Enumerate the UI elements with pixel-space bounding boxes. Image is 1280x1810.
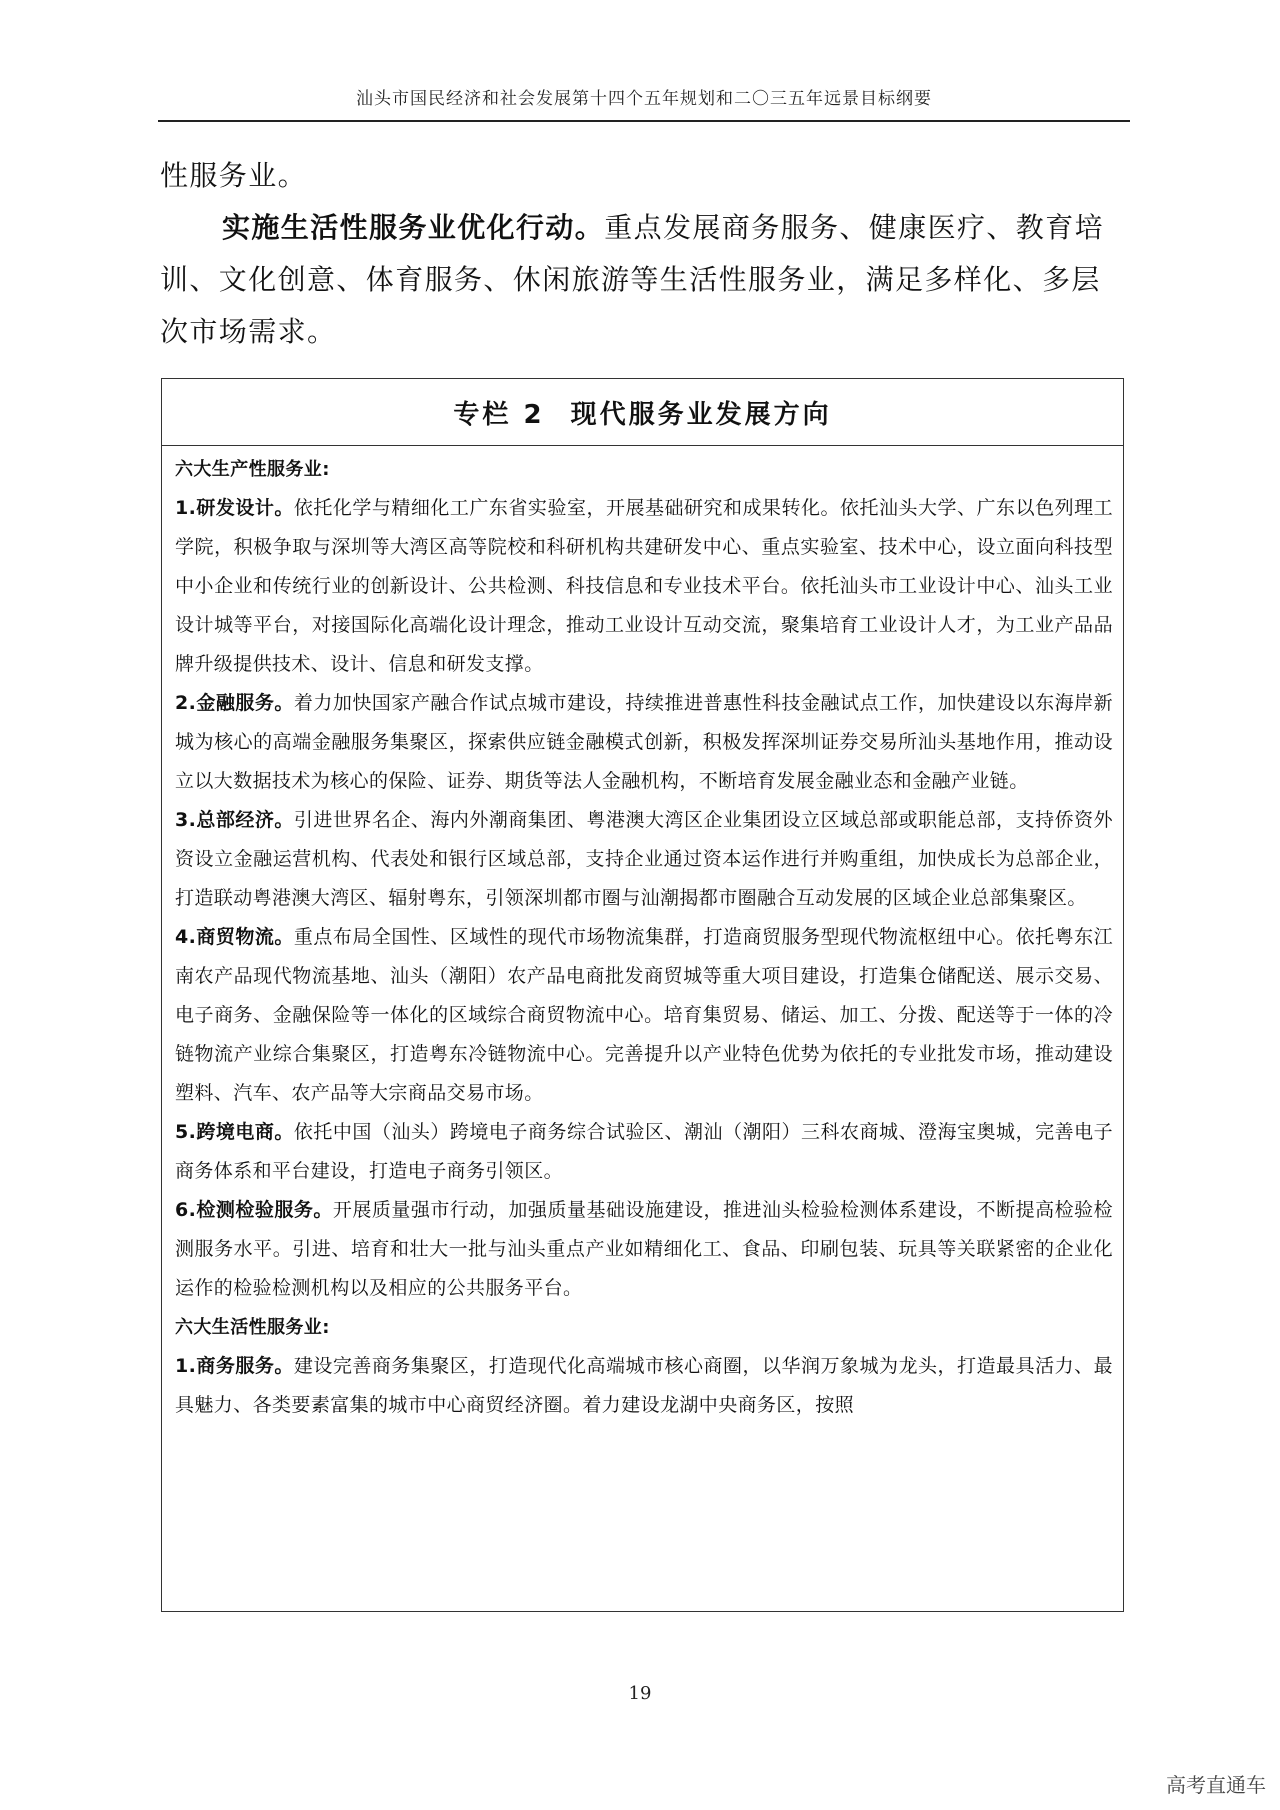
lifestyle-item-1 xyxy=(175,1347,1113,1425)
intro-text xyxy=(160,150,1130,358)
page-number: 19 xyxy=(628,1683,652,1704)
productive-item-3 xyxy=(175,801,1113,918)
intro-paragraph-2 xyxy=(160,202,1130,358)
item-text: 依托中国（汕头）跨境电子商务综合试验区、潮汕（潮阳）三科农商城、澄海宝奥城，完善电子商务体系和平台建设，打造电子商务引领区。 xyxy=(175,1121,1113,1182)
item-lead: 6.检测检验服务。 xyxy=(175,1199,333,1221)
document-header: 汕头市国民经济和社会发展第十四个五年规划和二〇三五年远景目标纲要 xyxy=(356,89,932,109)
productive-item-2 xyxy=(175,684,1113,801)
item-lead: 3.总部经济。 xyxy=(175,809,294,831)
watermark: 高考直通车 xyxy=(1166,1773,1266,1797)
section-heading-productive: 六大生产性服务业: xyxy=(175,459,330,480)
intro-paragraph-1: 性服务业。 xyxy=(160,159,308,192)
column-box xyxy=(161,378,1124,1612)
productive-item-4 xyxy=(175,918,1113,1113)
intro-paragraph-2-lead: 实施生活性服务业优化行动。 xyxy=(222,211,605,244)
item-lead: 1.研发设计。 xyxy=(175,497,294,519)
column-title-number: 专栏 2 xyxy=(453,399,545,430)
item-text: 重点布局全国性、区域性的现代市场物流集群，打造商贸服务型现代物流枢纽中心。依托粤东江南农产品现代物流基地、汕头（潮阳）农产品电商批发商贸城等重大项目建设，打造集仓储配送、展示交易、电子商务、金融保险等一体化的区域综合商贸物流中心。培育集贸易、储运、加工、分拨、配送等于一体的冷链物流产业综合集聚区，打造粤东冷链物流中心。完善提升以产业特色优势为依托的专业批发市场，推动建设塑料、汽车、农产品等大宗商品交易市场。 xyxy=(175,926,1113,1104)
productive-item-1 xyxy=(175,489,1113,684)
item-lead: 1.商务服务。 xyxy=(175,1355,294,1377)
column-title xyxy=(162,379,1123,446)
productive-item-5 xyxy=(175,1113,1113,1191)
item-lead: 4.商贸物流。 xyxy=(175,926,294,948)
item-lead: 2.金融服务。 xyxy=(175,692,294,714)
intro-paragraph-2-text: 重点发展商务服务、健康医疗、教育培训、文化创意、体育服务、休闲旅游等生活性服务业，满足多样化、多层次市场需求。 xyxy=(160,211,1105,348)
item-text: 依托化学与精细化工广东省实验室，开展基础研究和成果转化。依托汕头大学、广东以色列理工学院，积极争取与深圳等大湾区高等院校和科研机构共建研发中心、重点实验室、技术中心，设立面向科技型中小企业和传统行业的创新设计、公共检测、科技信息和专业技术平台。依托汕头市工业设计中心、汕头工业设计城等平台，对接国际化高端化设计理念，推动工业设计互动交流，聚集培育工业设计人才，为工业产品品牌升级提供技术、设计、信息和研发支撑。 xyxy=(175,497,1113,675)
column-body xyxy=(162,446,1123,1425)
productive-item-6 xyxy=(175,1191,1113,1308)
item-text: 开展质量强市行动，加强质量基础设施建设，推进汕头检验检测体系建设，不断提高检验检测服务水平。引进、培育和壮大一批与汕头重点产业如精细化工、食品、印刷包装、玩具等关联紧密的企业化运作的检验检测机构以及相应的公共服务平台。 xyxy=(175,1199,1113,1299)
item-text: 着力加快国家产融合作试点城市建设，持续推进普惠性科技金融试点工作，加快建设以东海岸新城为核心的高端金融服务集聚区，探索供应链金融模式创新，积极发挥深圳证券交易所汕头基地作用，推动设立以大数据技术为核心的保险、证券、期货等法人金融机构，不断培育发展金融业态和金融产业链。 xyxy=(175,692,1113,792)
item-text: 建设完善商务集聚区，打造现代化高端城市核心商圈，以华润万象城为龙头，打造最具活力、最具魅力、各类要素富集的城市中心商贸经济圈。着力建设龙湖中央商务区，按照 xyxy=(175,1355,1113,1416)
header-rule xyxy=(158,120,1130,122)
column-title-text: 现代服务业发展方向 xyxy=(570,399,832,430)
item-text: 引进世界名企、海内外潮商集团、粤港澳大湾区企业集团设立区域总部或职能总部，支持侨资外资设立金融运营机构、代表处和银行区域总部，支持企业通过资本运作进行并购重组，加快成长为总部企业，打造联动粤港澳大湾区、辐射粤东，引领深圳都市圈与汕潮揭都市圈融合互动发展的区域企业总部集聚区。 xyxy=(175,809,1113,909)
section-heading-lifestyle: 六大生活性服务业: xyxy=(175,1317,330,1338)
item-lead: 5.跨境电商。 xyxy=(175,1121,294,1143)
